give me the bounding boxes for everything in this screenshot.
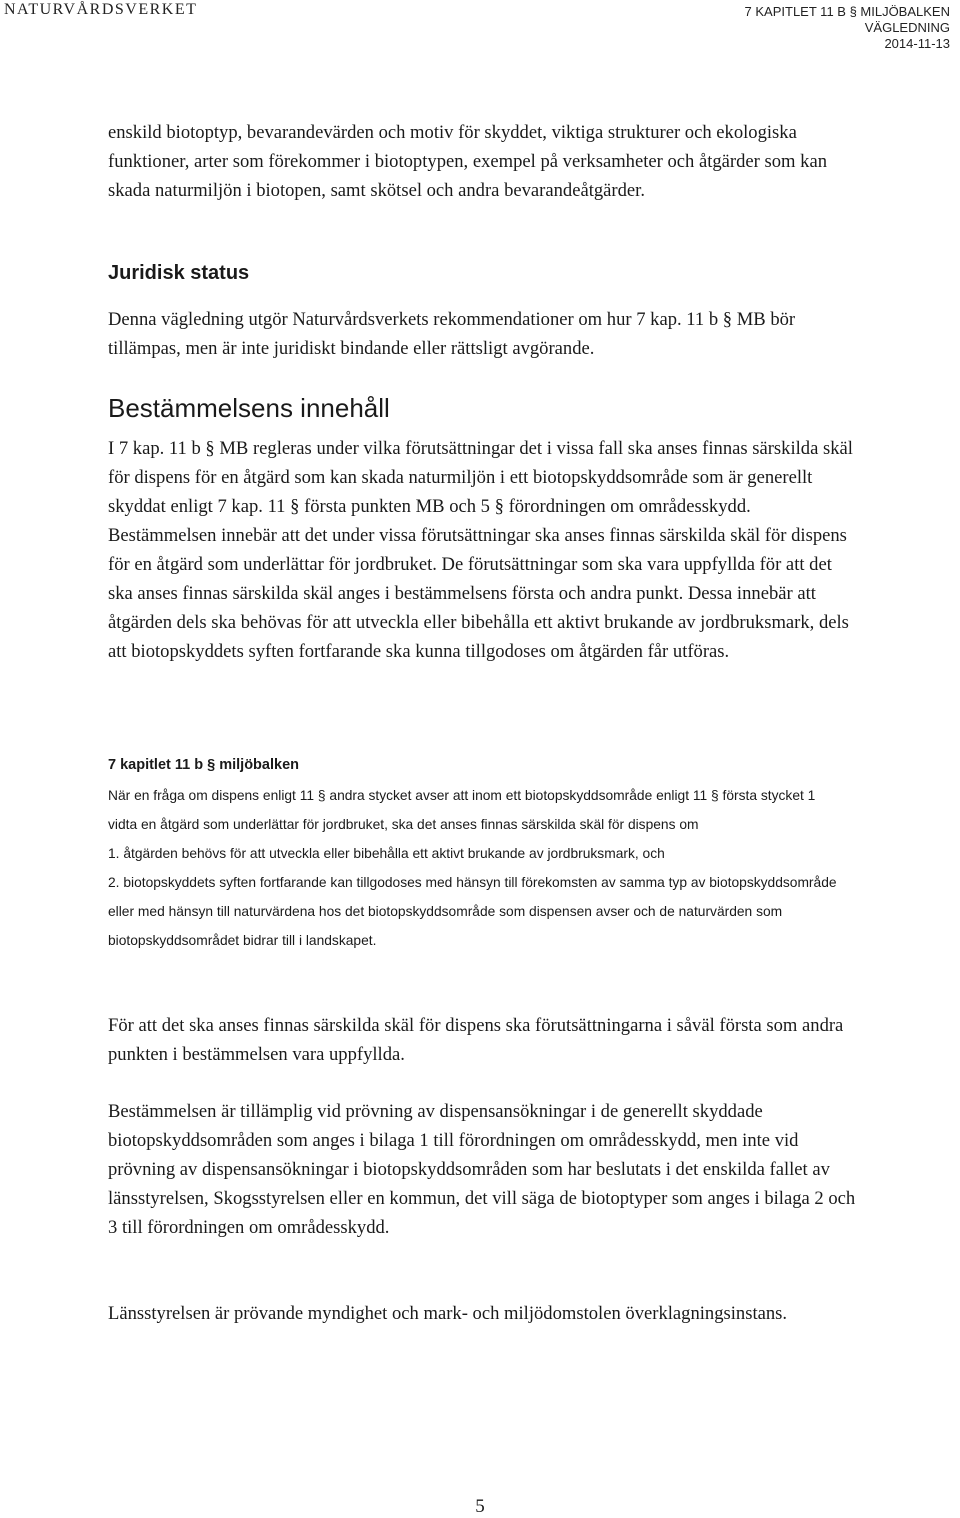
- paragraph-after-quote: För att det ska anses finnas särskilda skäl för dispens ska förutsättningarna i såväl första som andra punkten i bestämmelsen vara uppfyllda.: [108, 1015, 844, 1065]
- paragraph-applicability: Bestämmelsen är tillämplig vid prövning av dispensansökningar i de generellt skyddade biotopskyddsområden som anges i bilaga 1 till förordningen om områdesskydd, men inte vid prövning av dispensansökningar i biotopskyddsområden som har beslutats i det enskilda fallet av länsstyrelsen, Skogsstyrelsen eller en kommun, det vill säga de biotoptyper som anges i bilaga 2 och 3 till förordningen om områdesskydd.: [108, 1101, 856, 1238]
- juridisk-status-heading: Juridisk status: [108, 262, 250, 284]
- header-doc-type: VÄGLEDNING: [864, 20, 950, 35]
- bestammelsens-innehall-text: I 7 kap. 11 b § MB regleras under vilka förutsättningar det i vissa fall ska anses finnas särskilda skäl för dispens för en åtgärd som kan skada naturmiljön i ett biotopskyddsområde som är generellt skyddat enligt 7 kap. 11 § första punkten MB och 5 § förordningen om områdesskydd. Bestämmelsen innebär att det under vissa förutsättningar ska anses finnas särskilda skäl för dispens för en åtgärd som underlättar för jordbruket. De förutsättningar som ska vara uppfyllda för att det ska anses finnas särskilda skäl anges i bestämmelsens första och andra punkt. Dessa innebär att åtgärden dels ska behövas för att utveckla eller bibehålla ett aktivt brukande av jordbruksmark, dels att biotopskyddets syften fortfarande ska kunna tillgodoses om åtgärden får utföras.: [108, 438, 853, 662]
- page-number: 5: [475, 1496, 485, 1517]
- bestammelsens-innehall-heading: Bestämmelsens innehåll: [108, 393, 390, 423]
- header-date: 2014-11-13: [884, 36, 950, 51]
- law-quote-intro: När en fråga om dispens enligt 11 § andra stycket avser att inom ett biotopskyddsområde enligt 11 § första stycket 1 vidta en åtgärd som underlättar för jordbruket, ska det anses finnas särskilda skäl för dispens om: [108, 788, 816, 832]
- law-quote-item-2: 2. biotopskyddets syften fortfarande kan tillgodoses med hänsyn till förekomsten av samma typ av biotopskyddsområde eller med hänsyn till naturvärdena hos det biotopskyddsområde som dispensen avser och de naturvärden som biotopskyddsområdet bidrar till i landskapet.: [108, 875, 837, 948]
- juridisk-status-text: Denna vägledning utgör Naturvårdsverkets rekommendationer om hur 7 kap. 11 b § MB bör tillämpas, men är inte juridiskt bindande eller rättsligt avgörande.: [108, 309, 796, 359]
- law-quote-item-1: 1. åtgärden behövs för att utveckla eller bibehålla ett aktivt brukande av jordbruksmark, och: [108, 846, 665, 861]
- header-meta: [745, 4, 950, 52]
- paragraph-authority: Länsstyrelsen är prövande myndighet och mark- och miljödomstolen överklagningsinstans.: [108, 1303, 788, 1324]
- intro-paragraph: enskild biotoptyp, bevarandevärden och motiv för skyddet, viktiga strukturer och ekologiska funktioner, arter som förekommer i biotoptypen, exempel på verksamheter och åtgärder som kan skada naturmiljön i biotopen, samt skötsel och andra bevarandeåtgärder.: [108, 122, 828, 201]
- header-organization: NATURVÅRDSVERKET: [4, 1, 198, 18]
- header-chapter: 7 KAPITLET 11 B § MILJÖBALKEN: [744, 4, 950, 19]
- law-quote-title: 7 kapitlet 11 b § miljöbalken: [108, 757, 299, 773]
- law-quote: [108, 781, 838, 955]
